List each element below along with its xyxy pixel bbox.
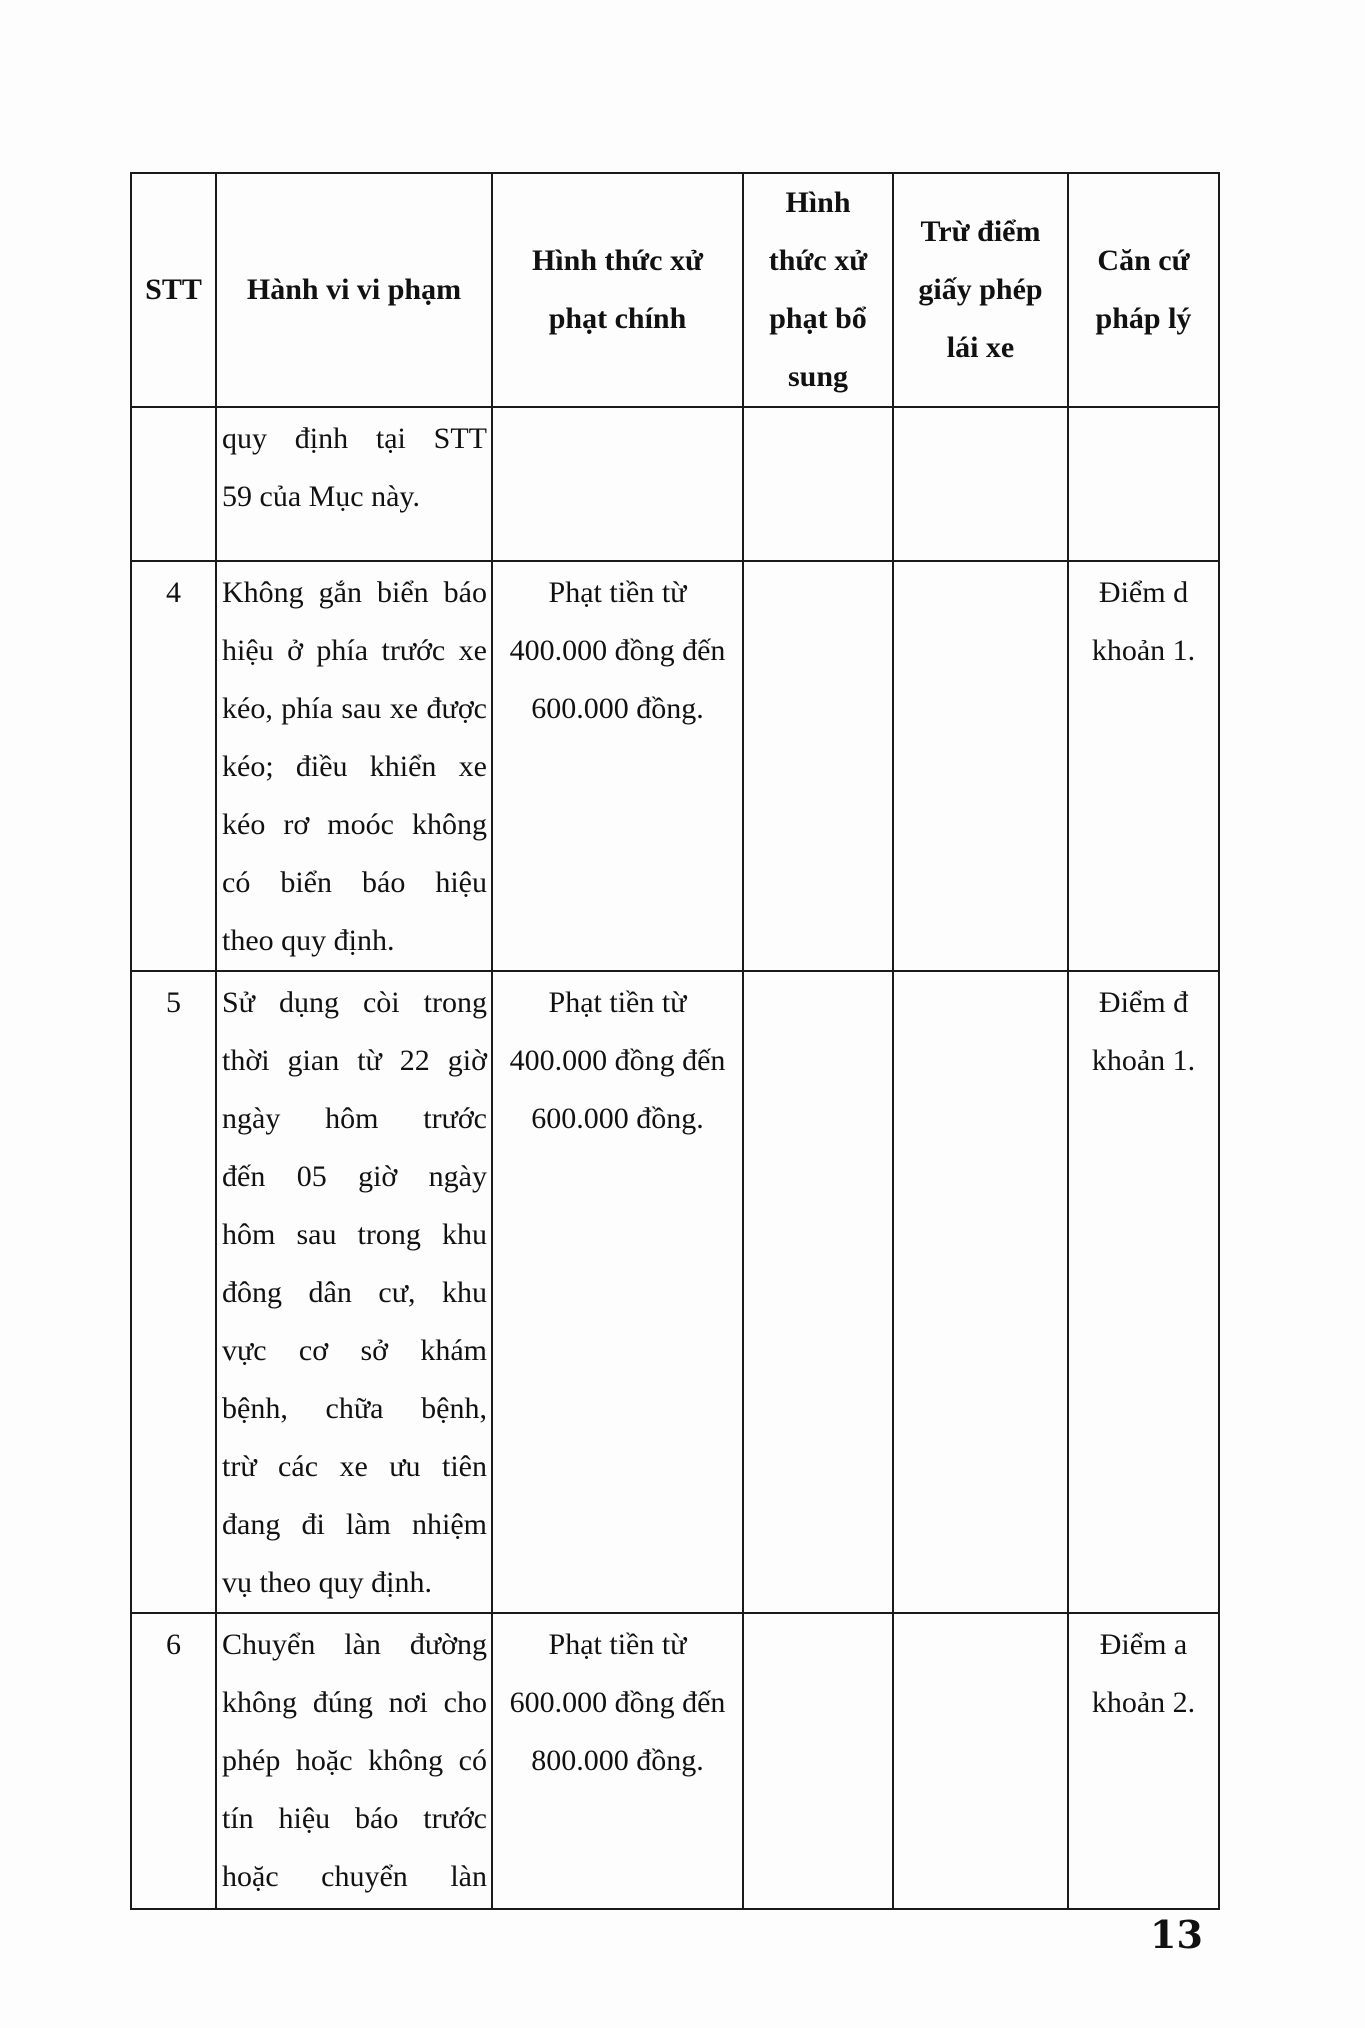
cell-line: 600.000 đồng.	[531, 692, 704, 725]
cell-violation	[216, 1613, 492, 1909]
cell-line: hôm sau trong khu	[222, 1218, 487, 1251]
cell-legal-basis	[1068, 561, 1219, 971]
cell-line: 600.000 đồng.	[531, 1102, 704, 1135]
cell-line: Điểm d	[1098, 576, 1189, 609]
cell-stt	[131, 407, 216, 561]
header-extra-penalty: Hình thức xử phạt bổ sung	[743, 173, 893, 407]
cell-line: Chuyển làn đường	[222, 1628, 487, 1661]
cell-line: vực cơ sở khám	[222, 1334, 487, 1367]
cell-stt: 4	[131, 561, 216, 971]
cell-line: 600.000 đồng đến	[509, 1686, 726, 1719]
header-stt: STT	[131, 173, 216, 407]
cell-violation	[216, 971, 492, 1613]
table-row	[131, 561, 1219, 971]
cell-legal-basis	[1068, 971, 1219, 1613]
table-row	[131, 1613, 1219, 1909]
cell-stt: 6	[131, 1613, 216, 1909]
cell-license-points	[893, 971, 1068, 1613]
cell-main-penalty	[492, 1613, 743, 1909]
cell-line: 800.000 đồng.	[531, 1744, 704, 1777]
cell-stt: 5	[131, 971, 216, 1613]
cell-line: đông dân cư, khu	[222, 1276, 487, 1309]
cell-line: kéo rơ moóc không	[222, 808, 487, 841]
cell-line: quy định tại STT	[222, 422, 487, 455]
cell-extra-penalty	[743, 1613, 893, 1909]
cell-line: khoản 1.	[1091, 634, 1196, 667]
cell-line: Sử dụng còi trong	[222, 986, 487, 1019]
cell-extra-penalty	[743, 561, 893, 971]
table-row	[131, 971, 1219, 1613]
cell-line: kéo, phía sau xe được	[222, 692, 487, 725]
cell-line: không đúng nơi cho	[222, 1686, 487, 1719]
cell-line: đến 05 giờ ngày	[222, 1160, 487, 1193]
cell-license-points	[893, 407, 1068, 561]
cell-extra-penalty	[743, 407, 893, 561]
cell-line: 400.000 đồng đến	[509, 634, 726, 667]
cell-license-points	[893, 561, 1068, 971]
cell-main-penalty	[492, 407, 743, 561]
cell-main-penalty	[492, 561, 743, 971]
cell-line: trừ các xe ưu tiên	[222, 1450, 487, 1483]
cell-line: hiệu ở phía trước xe	[222, 634, 487, 667]
header-legal-basis: Căn cứ pháp lý	[1068, 173, 1219, 407]
cell-line: Phạt tiền từ	[548, 986, 687, 1019]
cell-line: Phạt tiền từ	[548, 1628, 687, 1661]
cell-line: bệnh, chữa bệnh,	[222, 1392, 487, 1425]
cell-line: 400.000 đồng đến	[509, 1044, 726, 1077]
cell-line: phép hoặc không có	[222, 1744, 487, 1777]
cell-line: tín hiệu báo trước	[222, 1802, 487, 1835]
cell-violation	[216, 407, 492, 561]
cell-line: khoản 2.	[1091, 1686, 1196, 1719]
cell-line: Điểm a	[1099, 1628, 1188, 1661]
cell-extra-penalty	[743, 971, 893, 1613]
cell-license-points	[893, 1613, 1068, 1909]
table-row	[131, 407, 1219, 561]
cell-line: Điểm đ	[1098, 986, 1189, 1019]
cell-main-penalty	[492, 971, 743, 1613]
cell-line: kéo; điều khiển xe	[222, 750, 487, 783]
cell-line: khoản 1.	[1091, 1044, 1196, 1077]
cell-line: Không gắn biển báo	[222, 576, 487, 609]
cell-line: ngày hôm trước	[222, 1102, 487, 1135]
cell-line: 59 của Mục này.	[222, 480, 420, 513]
violation-table	[130, 172, 1220, 1910]
header-main-penalty: Hình thức xử phạt chính	[492, 173, 743, 407]
cell-violation	[216, 561, 492, 971]
page-number: 13	[1150, 1912, 1203, 1957]
cell-line: có biển báo hiệu	[222, 866, 487, 899]
cell-line: Phạt tiền từ	[548, 576, 687, 609]
header-license-points: Trừ điểm giấy phép lái xe	[893, 173, 1068, 407]
cell-line: thời gian từ 22 giờ	[222, 1044, 487, 1077]
cell-line: đang đi làm nhiệm	[222, 1508, 487, 1541]
cell-line: theo quy định.	[222, 924, 395, 957]
header-violation: Hành vi vi phạm	[216, 173, 492, 407]
cell-line: vụ theo quy định.	[222, 1566, 432, 1599]
header-row	[131, 173, 1219, 407]
cell-legal-basis	[1068, 407, 1219, 561]
cell-legal-basis	[1068, 1613, 1219, 1909]
cell-line: hoặc chuyển làn	[222, 1860, 487, 1893]
